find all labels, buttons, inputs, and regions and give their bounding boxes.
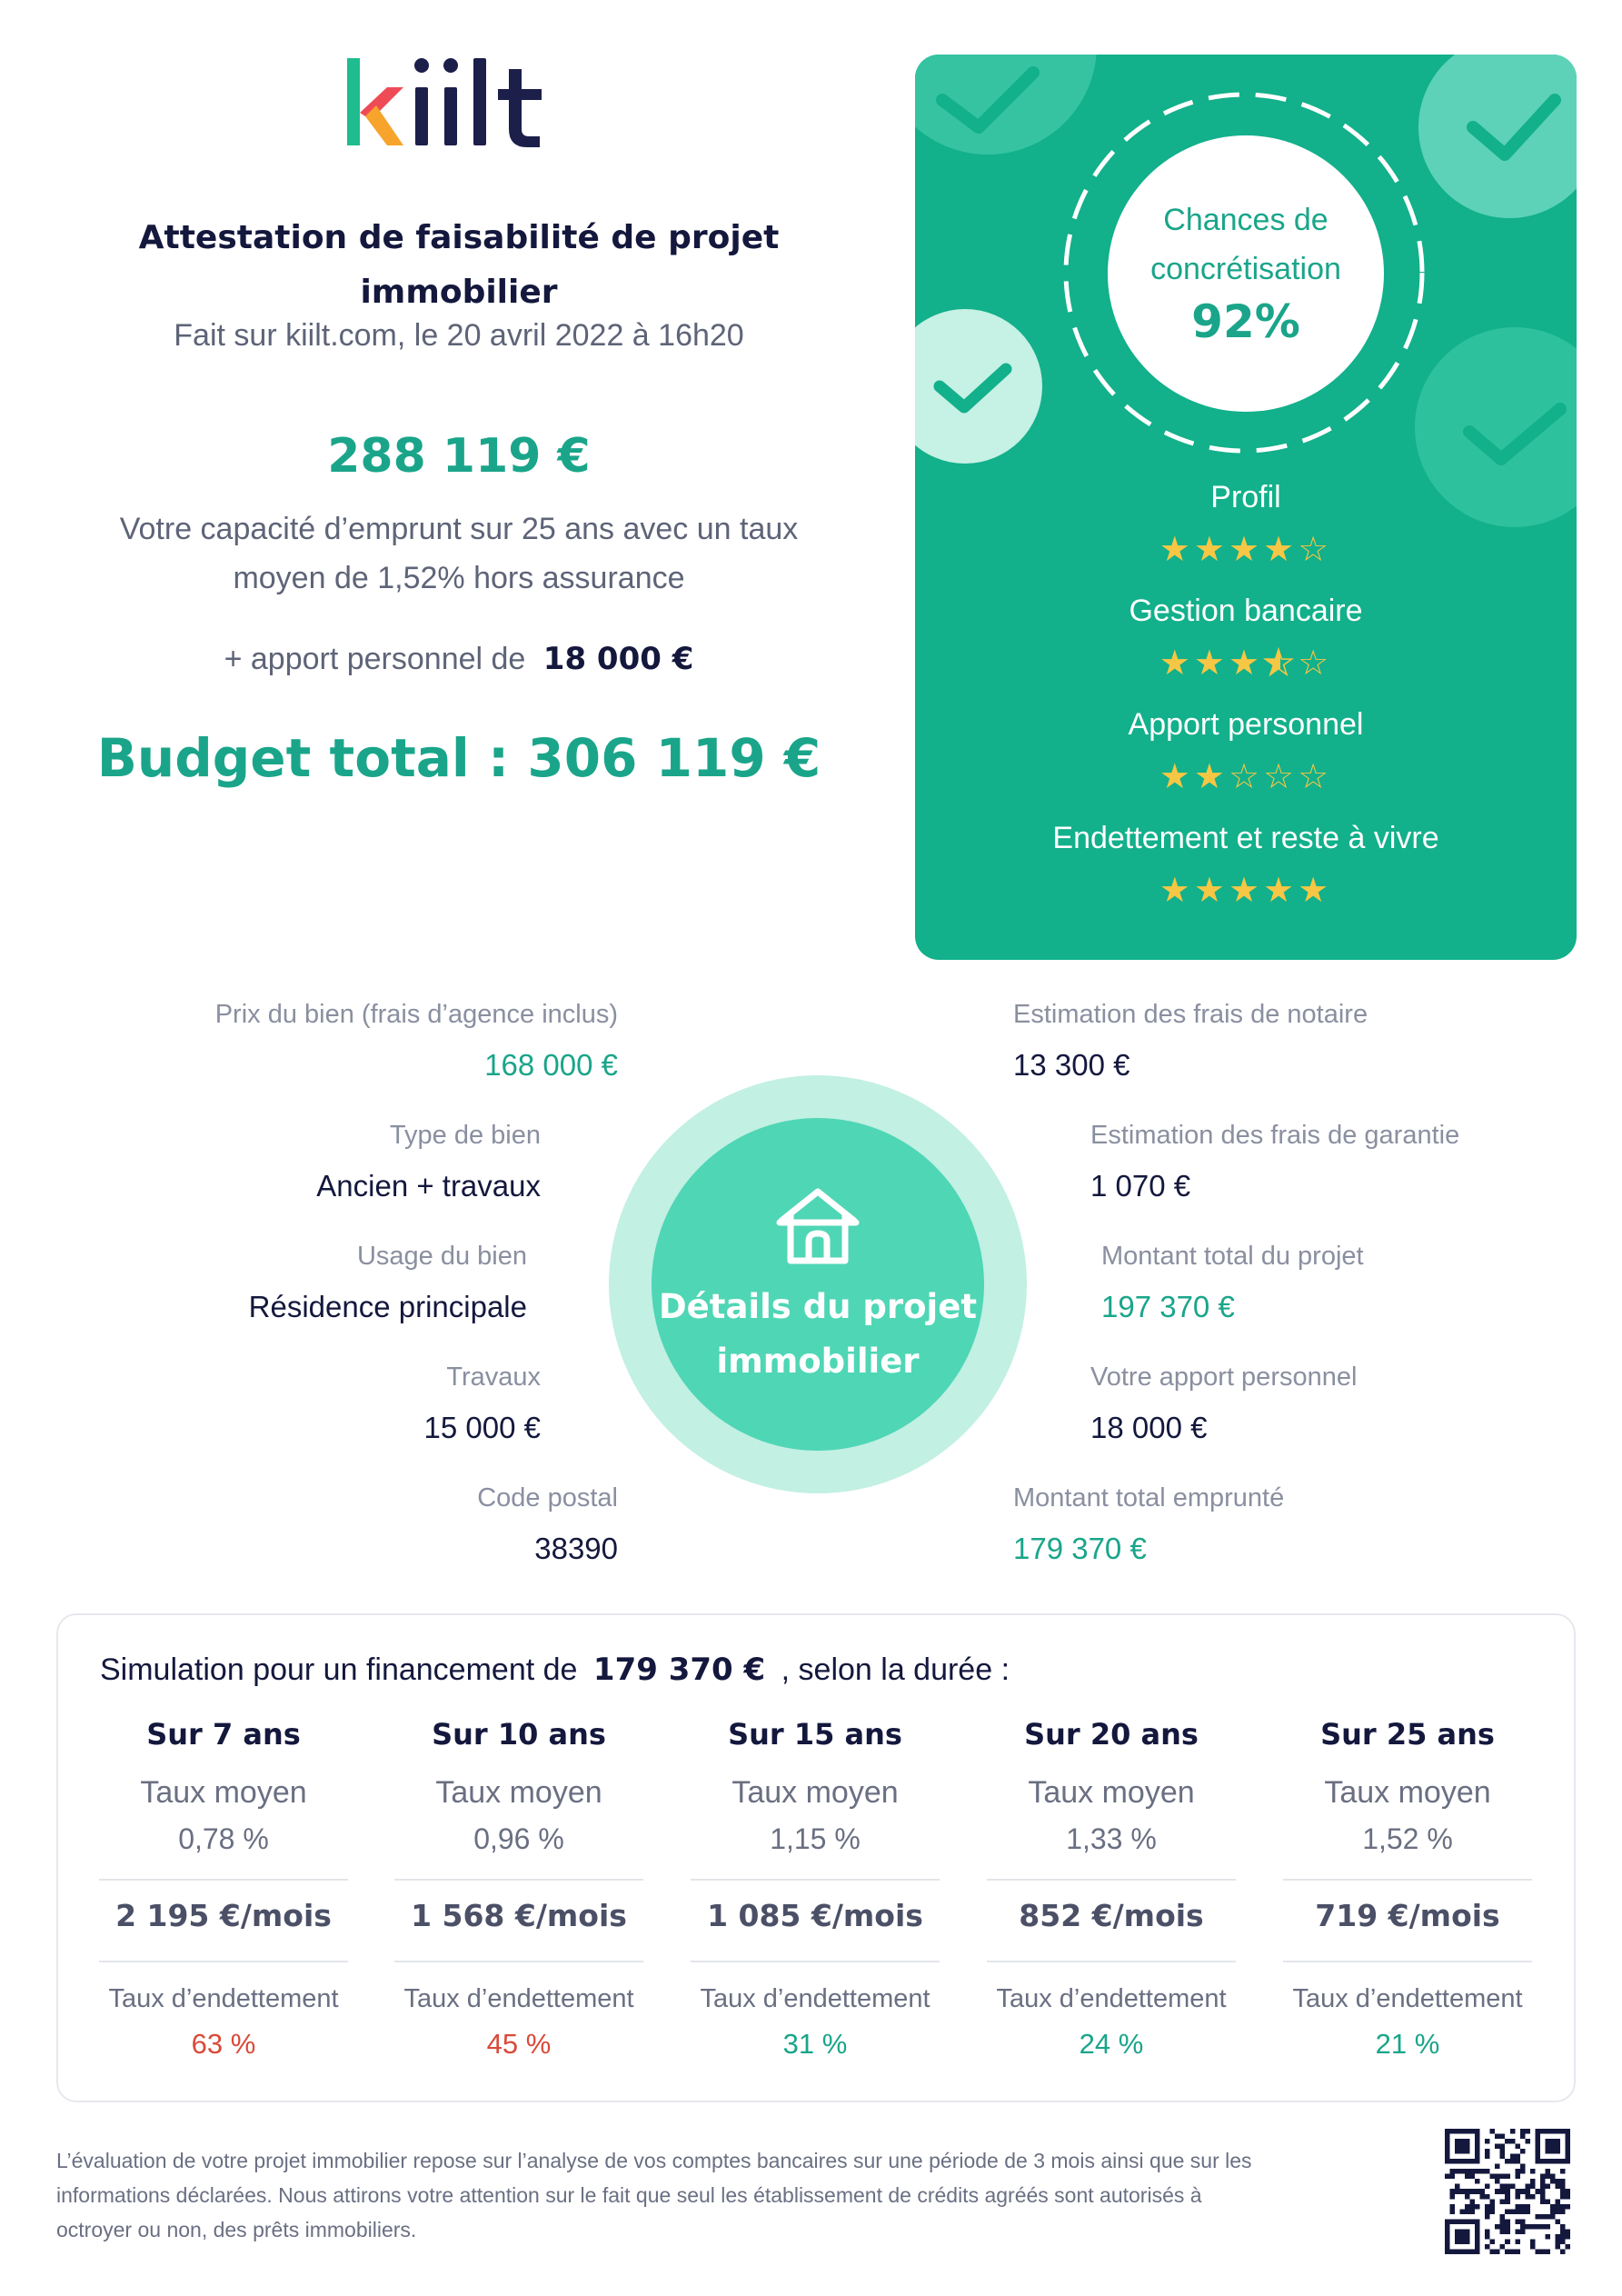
label-travaux: Travaux [446, 1363, 541, 1392]
label-usage-du-bien: Usage du bien [356, 1242, 527, 1271]
contribution-value: 18 000 € [542, 641, 694, 677]
criterion-label-apport-personnel: Apport personnel [1128, 707, 1364, 742]
value-type-de-bien: Ancien + travaux [316, 1169, 541, 1203]
star-half-icon: ★ [1263, 644, 1299, 683]
duration-heading: Sur 10 ans [432, 1717, 606, 1752]
total-budget: Budget total : 306 119 € [96, 727, 821, 789]
date-subtitle: Fait sur kiilt.com, le 20 avril 2022 à 16h20 [174, 318, 744, 353]
rate-label: Taux moyen [1028, 1775, 1195, 1810]
details-title-line-2: immobilier [716, 1342, 920, 1381]
rate-value: 1,33 % [1066, 1822, 1157, 1855]
star-full-icon: ★ [1263, 531, 1299, 569]
simulation-column [394, 1717, 643, 2064]
star-empty-icon: ☆ [1298, 758, 1333, 796]
divider [394, 1961, 643, 1962]
capacity-text-line-2: moyen de 1,52% hors assurance [233, 561, 685, 595]
value-apport-personnel: 18 000 € [1090, 1411, 1208, 1444]
debt-ratio-label: Taux d’endettement [108, 1984, 339, 2013]
star-full-icon: ★ [1193, 531, 1229, 569]
value-montant-emprunte: 179 370 € [1013, 1532, 1147, 1565]
debt-ratio-value: 31 % [782, 2028, 848, 2060]
label-code-postal: Code postal [477, 1483, 618, 1512]
debt-ratio-value: 63 % [191, 2028, 256, 2060]
star-empty-icon: ☆ [1298, 644, 1333, 683]
duration-heading: Sur 7 ans [146, 1717, 301, 1752]
debt-ratio-label: Taux d’endettement [403, 1984, 634, 2013]
debt-ratio-label: Taux d’endettement [1292, 1984, 1523, 2013]
monthly-payment: 2 195 €/mois [115, 1898, 332, 1933]
simulation-title-prefix: Simulation pour un financement de [100, 1652, 578, 1687]
page-title [73, 211, 845, 320]
gauge-label-line-1: Chances de [1163, 203, 1328, 237]
star-empty-icon: ☆ [1263, 758, 1299, 796]
label-montant-emprunte: Montant total emprunté [1013, 1483, 1285, 1512]
label-frais-de-notaire: Estimation des frais de notaire [1013, 1000, 1368, 1029]
star-full-icon: ★ [1228, 531, 1264, 569]
personal-contribution-line [73, 641, 845, 677]
gauge-value: 92% [1191, 295, 1300, 348]
disclaimer-line-2: informations déclarées. Nous attirons votre attention sur le fait que seul les établissement de crédits agréés sont autorisés à [56, 2183, 1202, 2207]
decorative-check-circle [1418, 55, 1577, 218]
gauge-center [1108, 135, 1384, 412]
check-icon [1418, 55, 1577, 218]
score-card [915, 55, 1577, 960]
star-full-icon: ★ [1228, 872, 1264, 910]
debt-ratio-value: 21 % [1375, 2028, 1440, 2060]
debt-ratio-value: 45 % [486, 2028, 552, 2060]
rate-value: 1,52 % [1362, 1822, 1453, 1855]
star-empty-icon: ☆ [1298, 531, 1333, 569]
debt-ratio-label: Taux d’endettement [700, 1984, 930, 2013]
value-frais-de-garantie: 1 070 € [1090, 1169, 1191, 1203]
value-montant-total-projet: 197 370 € [1101, 1290, 1235, 1323]
star-full-icon: ★ [1159, 758, 1194, 796]
star-full-icon: ★ [1159, 644, 1194, 683]
divider [691, 1961, 940, 1962]
duration-heading: Sur 15 ans [728, 1717, 902, 1752]
simulation-column [691, 1717, 940, 2064]
simulation-column [1283, 1717, 1532, 2064]
gauge-label-line-2: concrétisation [1150, 252, 1341, 286]
decorative-check-circle [915, 309, 1042, 464]
simulation-title-suffix: , selon la durée : [781, 1652, 1010, 1687]
value-code-postal: 38390 [534, 1532, 618, 1565]
criterion-label-endettement: Endettement et reste à vivre [1052, 821, 1439, 855]
duration-heading: Sur 20 ans [1024, 1717, 1199, 1752]
capacity-text-line-1: Votre capacité d’emprunt sur 25 ans avec un taux [119, 512, 799, 546]
legal-disclaimer [56, 2143, 1383, 2247]
rating-stars-profil [915, 529, 1577, 570]
simulation-column [99, 1717, 348, 2064]
qr-code-icon[interactable] [1445, 2129, 1570, 2254]
simulation-amount: 179 370 € [592, 1652, 766, 1688]
rating-stars-apport-personnel [915, 756, 1577, 797]
star-full-icon: ★ [1298, 872, 1333, 910]
debt-ratio-value: 24 % [1079, 2028, 1144, 2060]
label-montant-total-projet: Montant total du projet [1101, 1242, 1364, 1271]
kiilt-logo [347, 56, 565, 156]
monthly-payment: 1 085 €/mois [707, 1898, 923, 1933]
rate-value: 0,78 % [178, 1822, 269, 1855]
borrowing-capacity-text [73, 504, 845, 603]
criterion-label-gestion-bancaire: Gestion bancaire [1129, 594, 1363, 628]
criterion-label-profil: Profil [1210, 480, 1281, 514]
star-full-icon: ★ [1159, 872, 1194, 910]
divider [1283, 1961, 1532, 1962]
value-travaux: 15 000 € [423, 1411, 541, 1444]
star-full-icon: ★ [1263, 872, 1299, 910]
star-full-icon: ★ [1159, 531, 1194, 569]
rating-stars-endettement [915, 870, 1577, 911]
simulation-title [100, 1652, 1010, 1688]
rating-stars-gestion-bancaire [915, 643, 1577, 684]
divider [99, 1961, 348, 1962]
house-icon [772, 1184, 863, 1270]
value-usage-du-bien: Résidence principale [248, 1290, 527, 1323]
debt-ratio-label: Taux d’endettement [996, 1984, 1227, 2013]
value-frais-de-notaire: 13 300 € [1013, 1048, 1130, 1082]
label-frais-de-garantie: Estimation des frais de garantie [1090, 1121, 1460, 1150]
label-apport-personnel: Votre apport personnel [1090, 1363, 1358, 1392]
rate-value: 0,96 % [473, 1822, 564, 1855]
rate-label: Taux moyen [1324, 1775, 1491, 1810]
monthly-payment: 1 568 €/mois [411, 1898, 627, 1933]
star-full-icon: ★ [1193, 872, 1229, 910]
value-prix-du-bien: 168 000 € [484, 1048, 618, 1082]
star-empty-icon: ☆ [1228, 758, 1264, 796]
rate-value: 1,15 % [770, 1822, 861, 1855]
title-line-1: Attestation de faisabilité de projet [138, 219, 780, 256]
label-prix-du-bien: Prix du bien (frais d’agence inclus) [214, 1000, 618, 1029]
star-full-icon: ★ [1193, 758, 1229, 796]
monthly-payment: 719 €/mois [1315, 1898, 1500, 1933]
rate-label: Taux moyen [731, 1775, 899, 1810]
rate-label: Taux moyen [435, 1775, 602, 1810]
check-icon [915, 309, 1042, 464]
simulation-column [987, 1717, 1236, 2064]
rate-label: Taux moyen [140, 1775, 307, 1810]
duration-heading: Sur 25 ans [1320, 1717, 1495, 1752]
divider [987, 1961, 1236, 1962]
details-title-line-1: Détails du projet [658, 1287, 978, 1326]
borrowing-capacity-amount: 288 119 € [327, 429, 591, 484]
star-full-icon: ★ [1228, 644, 1264, 683]
label-type-de-bien: Type de bien [389, 1121, 541, 1150]
disclaimer-line-1: L’évaluation de votre projet immobilier repose sur l’analyse de vos comptes bancaires sur une période de 3 mois ainsi que sur les [56, 2149, 1252, 2172]
star-full-icon: ★ [1193, 644, 1229, 683]
details-center-title [652, 1280, 984, 1389]
disclaimer-line-3: octroyer ou non, des prêts immobiliers. [56, 2218, 417, 2241]
monthly-payment: 852 €/mois [1019, 1898, 1204, 1933]
title-line-2: immobilier [360, 274, 558, 311]
gauge-label [1108, 195, 1384, 294]
simulation-panel [56, 1613, 1576, 2102]
contribution-prefix: + apport personnel de [224, 642, 526, 676]
